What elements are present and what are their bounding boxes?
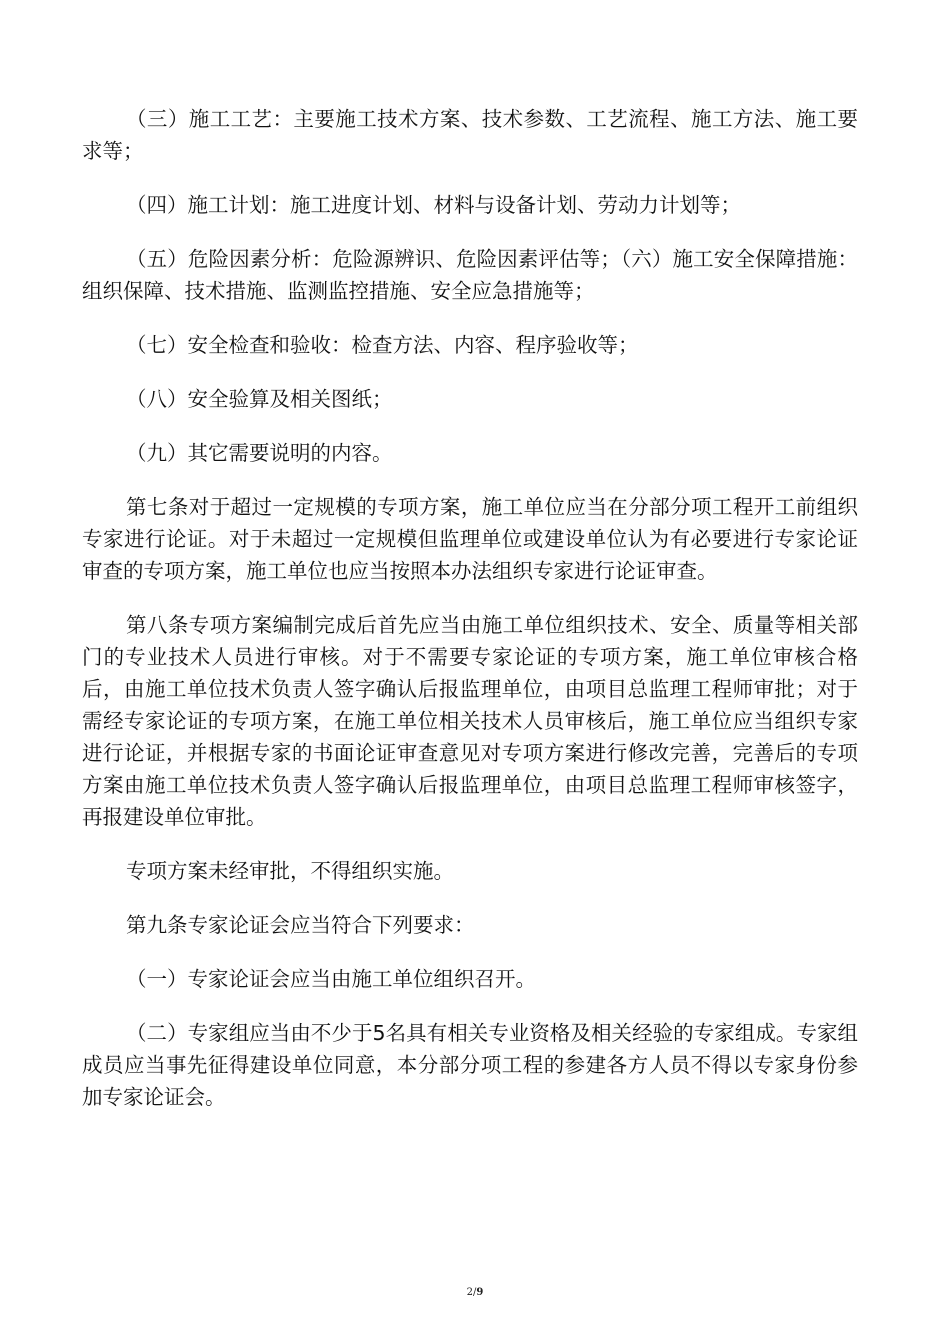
document-body xyxy=(82,103,858,1113)
paragraph-item-7: （七）安全检查和验收：检查方法、内容、程序验收等； xyxy=(126,333,639,357)
paragraph-item-3: （三）施工工艺：主要施工技术方案、技术参数、工艺流程、施工方法、施工要求等； xyxy=(82,107,858,163)
paragraph-requirement-1: （一）专家论证会应当由施工单位组织召开。 xyxy=(126,967,536,991)
paragraph-article-8: 第八条专项方案编制完成后首先应当由施工单位组织技术、安全、质量等相关部门的专业技术人员进行审核。对于不需要专家论证的专项方案，施工单位审核合格后，由施工单位技术负责人签字确认后报监理单位，由项目总监理工程师审批；对于需经专家论证的专项方案，在施工单位相关技术人员审核后，施工单位应当组织专家进行论证，并根据专家的书面论证审查意见对专项方案进行修改完善，完善后的专项方案由施工单位技术负责人签字确认后报监理单位，由项目总监理工程师审核签字，再报建设单位审批。 xyxy=(82,613,858,829)
page-number xyxy=(0,1287,950,1298)
page-number-current: 2/ xyxy=(466,1287,477,1298)
paragraph-approval-note: 专项方案未经审批，不得组织实施。 xyxy=(126,859,454,883)
paragraph-article-7: 第七条对于超过一定规模的专项方案，施工单位应当在分部分项工程开工前组织专家进行论证。对于未超过一定规模但监理单位或建设单位认为有必要进行专家论证审查的专项方案，施工单位也应当按照本办法组织专家进行论证审查。 xyxy=(82,495,858,583)
paragraph-item-9: （九）其它需要说明的内容。 xyxy=(126,441,393,465)
paragraph-item-5-6: （五）危险因素分析：危险源辨识、危险因素评估等；（六）施工安全保障措施：组织保障、技术措施、监测监控措施、安全应急措施等； xyxy=(82,247,858,303)
paragraph-requirement-2: （二）专家组应当由不少于5名具有相关专业资格及相关经验的专家组成。专家组成员应当事先征得建设单位同意，本分部分项工程的参建各方人员不得以专家身份参加专家论证会。 xyxy=(82,1021,858,1109)
paragraph-item-8: （八）安全验算及相关图纸； xyxy=(126,387,393,411)
paragraph-item-4: （四）施工计划：施工进度计划、材料与设备计划、劳动力计划等； xyxy=(126,193,741,217)
paragraph-article-9: 第九条专家论证会应当符合下列要求： xyxy=(126,913,475,937)
page-number-total: 9 xyxy=(476,1287,484,1298)
